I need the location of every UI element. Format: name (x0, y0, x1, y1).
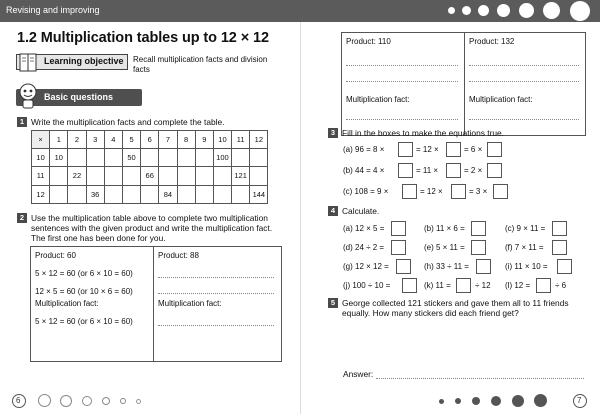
product-grid-left (30, 246, 282, 362)
question-text: The first one has been done for you. (31, 233, 166, 243)
table-cell: 100 (213, 149, 231, 167)
book-icon (18, 51, 38, 73)
product-label: Product: 60 (35, 251, 76, 260)
header-dot (448, 7, 455, 14)
table-row (32, 131, 268, 149)
header-dot (543, 2, 560, 19)
header-dot (478, 5, 489, 16)
header-dot (497, 4, 510, 17)
table-cell: 1 (50, 131, 68, 149)
table-cell: 7 (159, 131, 177, 149)
table-cell: 12 (250, 131, 268, 149)
table-cell[interactable] (232, 185, 250, 203)
table-cell: 2 (68, 131, 86, 149)
footer-dot (534, 394, 547, 407)
table-cell[interactable] (177, 185, 195, 203)
question-text: Calculate. (342, 206, 380, 216)
header-bar (0, 0, 600, 22)
equation-text: = 11 × (416, 166, 439, 175)
footer-dot (120, 398, 126, 404)
table-cell: × (32, 131, 50, 149)
footer-dot (472, 397, 480, 405)
answer-line[interactable] (346, 119, 458, 120)
table-cell: 4 (104, 131, 122, 149)
right-page (300, 22, 600, 414)
table-cell[interactable] (50, 167, 68, 185)
footer-dot (102, 397, 110, 405)
table-cell: 10 (50, 149, 68, 167)
equation-text: = 2 × (464, 166, 483, 175)
table-cell[interactable] (159, 167, 177, 185)
table-cell[interactable] (68, 149, 86, 167)
section-title: Revising and improving (6, 5, 100, 15)
answer-box[interactable] (446, 163, 461, 178)
answer-box[interactable] (391, 221, 406, 236)
table-cell: 6 (141, 131, 159, 149)
question-text: equally. How many stickers did each friend get? (342, 308, 519, 318)
answer-box[interactable] (471, 240, 486, 255)
table-cell[interactable] (213, 185, 231, 203)
calc-item: (i) 11 × 10 = (505, 262, 548, 271)
table-cell[interactable] (232, 149, 250, 167)
answer-box[interactable] (552, 221, 567, 236)
table-cell[interactable] (195, 149, 213, 167)
objective-text: Recall multiplication facts and division facts (133, 55, 268, 74)
answer-box[interactable] (396, 259, 411, 274)
question-number: 2 (17, 213, 27, 223)
table-cell: 84 (159, 185, 177, 203)
answer-line[interactable] (346, 65, 458, 66)
table-cell[interactable] (104, 185, 122, 203)
table-cell: 144 (250, 185, 268, 203)
answer-line[interactable] (469, 81, 579, 82)
table-cell[interactable] (104, 149, 122, 167)
question-text: George collected 121 stickers and gave them all to 11 friends (342, 298, 569, 308)
question-number: 3 (328, 128, 338, 138)
sentence-text: 5 × 12 = 60 (or 6 × 10 = 60) (35, 269, 133, 278)
answer-box[interactable] (446, 142, 461, 157)
answer-box[interactable] (391, 240, 406, 255)
table-cell[interactable] (141, 185, 159, 203)
answer-box[interactable] (493, 184, 508, 199)
calc-item: (b) 11 × 6 = (424, 224, 465, 233)
table-cell: 10 (32, 149, 50, 167)
product-grid-right (341, 32, 586, 136)
answer-line[interactable] (469, 65, 579, 66)
table-cell: 9 (195, 131, 213, 149)
objective-label: Learning objective (44, 56, 124, 66)
calc-item: (j) 100 ÷ 10 = (343, 281, 391, 290)
footer-dot (439, 399, 444, 404)
fact-label: Multiplication fact: (346, 95, 410, 104)
answer-box[interactable] (487, 142, 502, 157)
grid-divider (153, 247, 154, 361)
calc-item: (a) 12 × 5 = (343, 224, 385, 233)
footer-dot (491, 396, 501, 406)
table-cell: 11 (232, 131, 250, 149)
table-cell: 22 (68, 167, 86, 185)
multiplication-table (31, 130, 268, 204)
table-row (32, 149, 268, 167)
calc-item: (c) 9 × 11 = (505, 224, 546, 233)
equation-text: (c) 108 = 9 × (343, 187, 389, 196)
answer-label: Answer: (343, 369, 374, 379)
calc-item: (k) 11 = (424, 281, 451, 290)
page-number: 7 (577, 396, 582, 405)
table-cell: 121 (232, 167, 250, 185)
header-dot (570, 1, 590, 21)
answer-box[interactable] (398, 142, 413, 157)
table-cell: 5 (122, 131, 140, 149)
table-cell[interactable] (68, 185, 86, 203)
question-number: 1 (17, 117, 27, 127)
table-row (32, 167, 268, 185)
header-dot (462, 6, 471, 15)
mascot-icon (17, 82, 39, 110)
table-cell: 3 (86, 131, 104, 149)
table-cell[interactable] (141, 149, 159, 167)
footer-dot (512, 395, 524, 407)
grid-divider (464, 33, 465, 135)
answer-line[interactable] (376, 378, 584, 379)
table-cell[interactable] (86, 167, 104, 185)
product-label: Product: 110 (346, 37, 391, 46)
answer-box[interactable] (402, 184, 417, 199)
equation-text: = 6 × (464, 145, 483, 154)
calc-item: ÷ 12 (475, 281, 491, 290)
footer-dot (60, 395, 72, 407)
table-cell[interactable] (195, 167, 213, 185)
footer-dot (38, 394, 51, 407)
question-text: Use the multiplication table above to complete two multiplication (31, 213, 268, 223)
answer-line[interactable] (158, 325, 274, 326)
table-cell[interactable] (122, 167, 140, 185)
equation-text: = 12 × (416, 145, 439, 154)
calc-item: ÷ 6 (555, 281, 567, 290)
question-text: Write the multiplication facts and complete the table. (31, 117, 225, 127)
answer-box[interactable] (476, 259, 491, 274)
table-cell: 12 (32, 185, 50, 203)
equation-text: (a) 96 = 8 × (343, 145, 385, 154)
table-cell: 10 (213, 131, 231, 149)
table-cell[interactable] (159, 149, 177, 167)
footer-dot (455, 398, 461, 404)
equation-text: = 12 × (420, 187, 443, 196)
table-cell[interactable] (177, 167, 195, 185)
table-cell[interactable] (250, 167, 268, 185)
answer-box[interactable] (557, 259, 572, 274)
question-text: sentences with the given product and write the multiplication fact. (31, 223, 273, 233)
table-cell: 11 (32, 167, 50, 185)
product-label: Product: 132 (469, 37, 515, 46)
left-page (0, 22, 300, 414)
calc-item: (h) 33 ÷ 11 = (424, 262, 469, 271)
answer-box[interactable] (451, 184, 466, 199)
question-number: 5 (328, 298, 338, 308)
answer-box[interactable] (552, 240, 567, 255)
table-cell[interactable] (213, 167, 231, 185)
table-cell: 36 (86, 185, 104, 203)
table-cell[interactable] (195, 185, 213, 203)
answer-box[interactable] (487, 163, 502, 178)
page-number: 6 (16, 396, 21, 405)
footer-dot (136, 399, 141, 404)
table-cell[interactable] (50, 185, 68, 203)
table-cell[interactable] (250, 149, 268, 167)
fact-label: Multiplication fact: (469, 95, 533, 104)
product-label: Product: 88 (158, 251, 199, 260)
calc-item: (d) 24 ÷ 2 = (343, 243, 385, 252)
question-number: 4 (328, 206, 338, 216)
page-title: 1.2 Multiplication tables up to 12 × 12 (17, 30, 269, 46)
table-cell[interactable] (86, 149, 104, 167)
header-dot (519, 3, 534, 18)
calc-item: (e) 5 × 11 = (424, 243, 465, 252)
footer-dot (82, 396, 92, 406)
table-cell[interactable] (104, 167, 122, 185)
answer-line[interactable] (158, 293, 274, 294)
table-cell: 50 (122, 149, 140, 167)
question-text: Fill in the boxes to make the equations true. (342, 128, 505, 138)
table-cell[interactable] (177, 149, 195, 167)
table-cell: 8 (177, 131, 195, 149)
answer-box[interactable] (402, 278, 417, 293)
answer-line[interactable] (346, 81, 458, 82)
basic-questions-label: Basic questions (44, 92, 114, 102)
fact-label: Multiplication fact: (158, 299, 222, 308)
fact-text: 5 × 12 = 60 (or 6 × 10 = 60) (35, 317, 133, 326)
equation-text: = 3 × (469, 187, 488, 196)
sentence-text: 12 × 5 = 60 (or 10 × 6 = 60) (35, 287, 133, 296)
table-cell[interactable] (122, 185, 140, 203)
answer-box[interactable] (456, 278, 471, 293)
answer-box[interactable] (471, 221, 486, 236)
fact-label: Multiplication fact: (35, 299, 99, 308)
calc-item: (l) 12 = (505, 281, 531, 290)
table-row (32, 185, 268, 203)
answer-line[interactable] (469, 119, 579, 120)
answer-box[interactable] (536, 278, 551, 293)
answer-box[interactable] (398, 163, 413, 178)
calc-item: (f) 7 × 11 = (505, 243, 544, 252)
answer-line[interactable] (158, 277, 274, 278)
equation-text: (b) 44 = 4 × (343, 166, 385, 175)
table-cell: 66 (141, 167, 159, 185)
calc-item: (g) 12 × 12 = (343, 262, 389, 271)
